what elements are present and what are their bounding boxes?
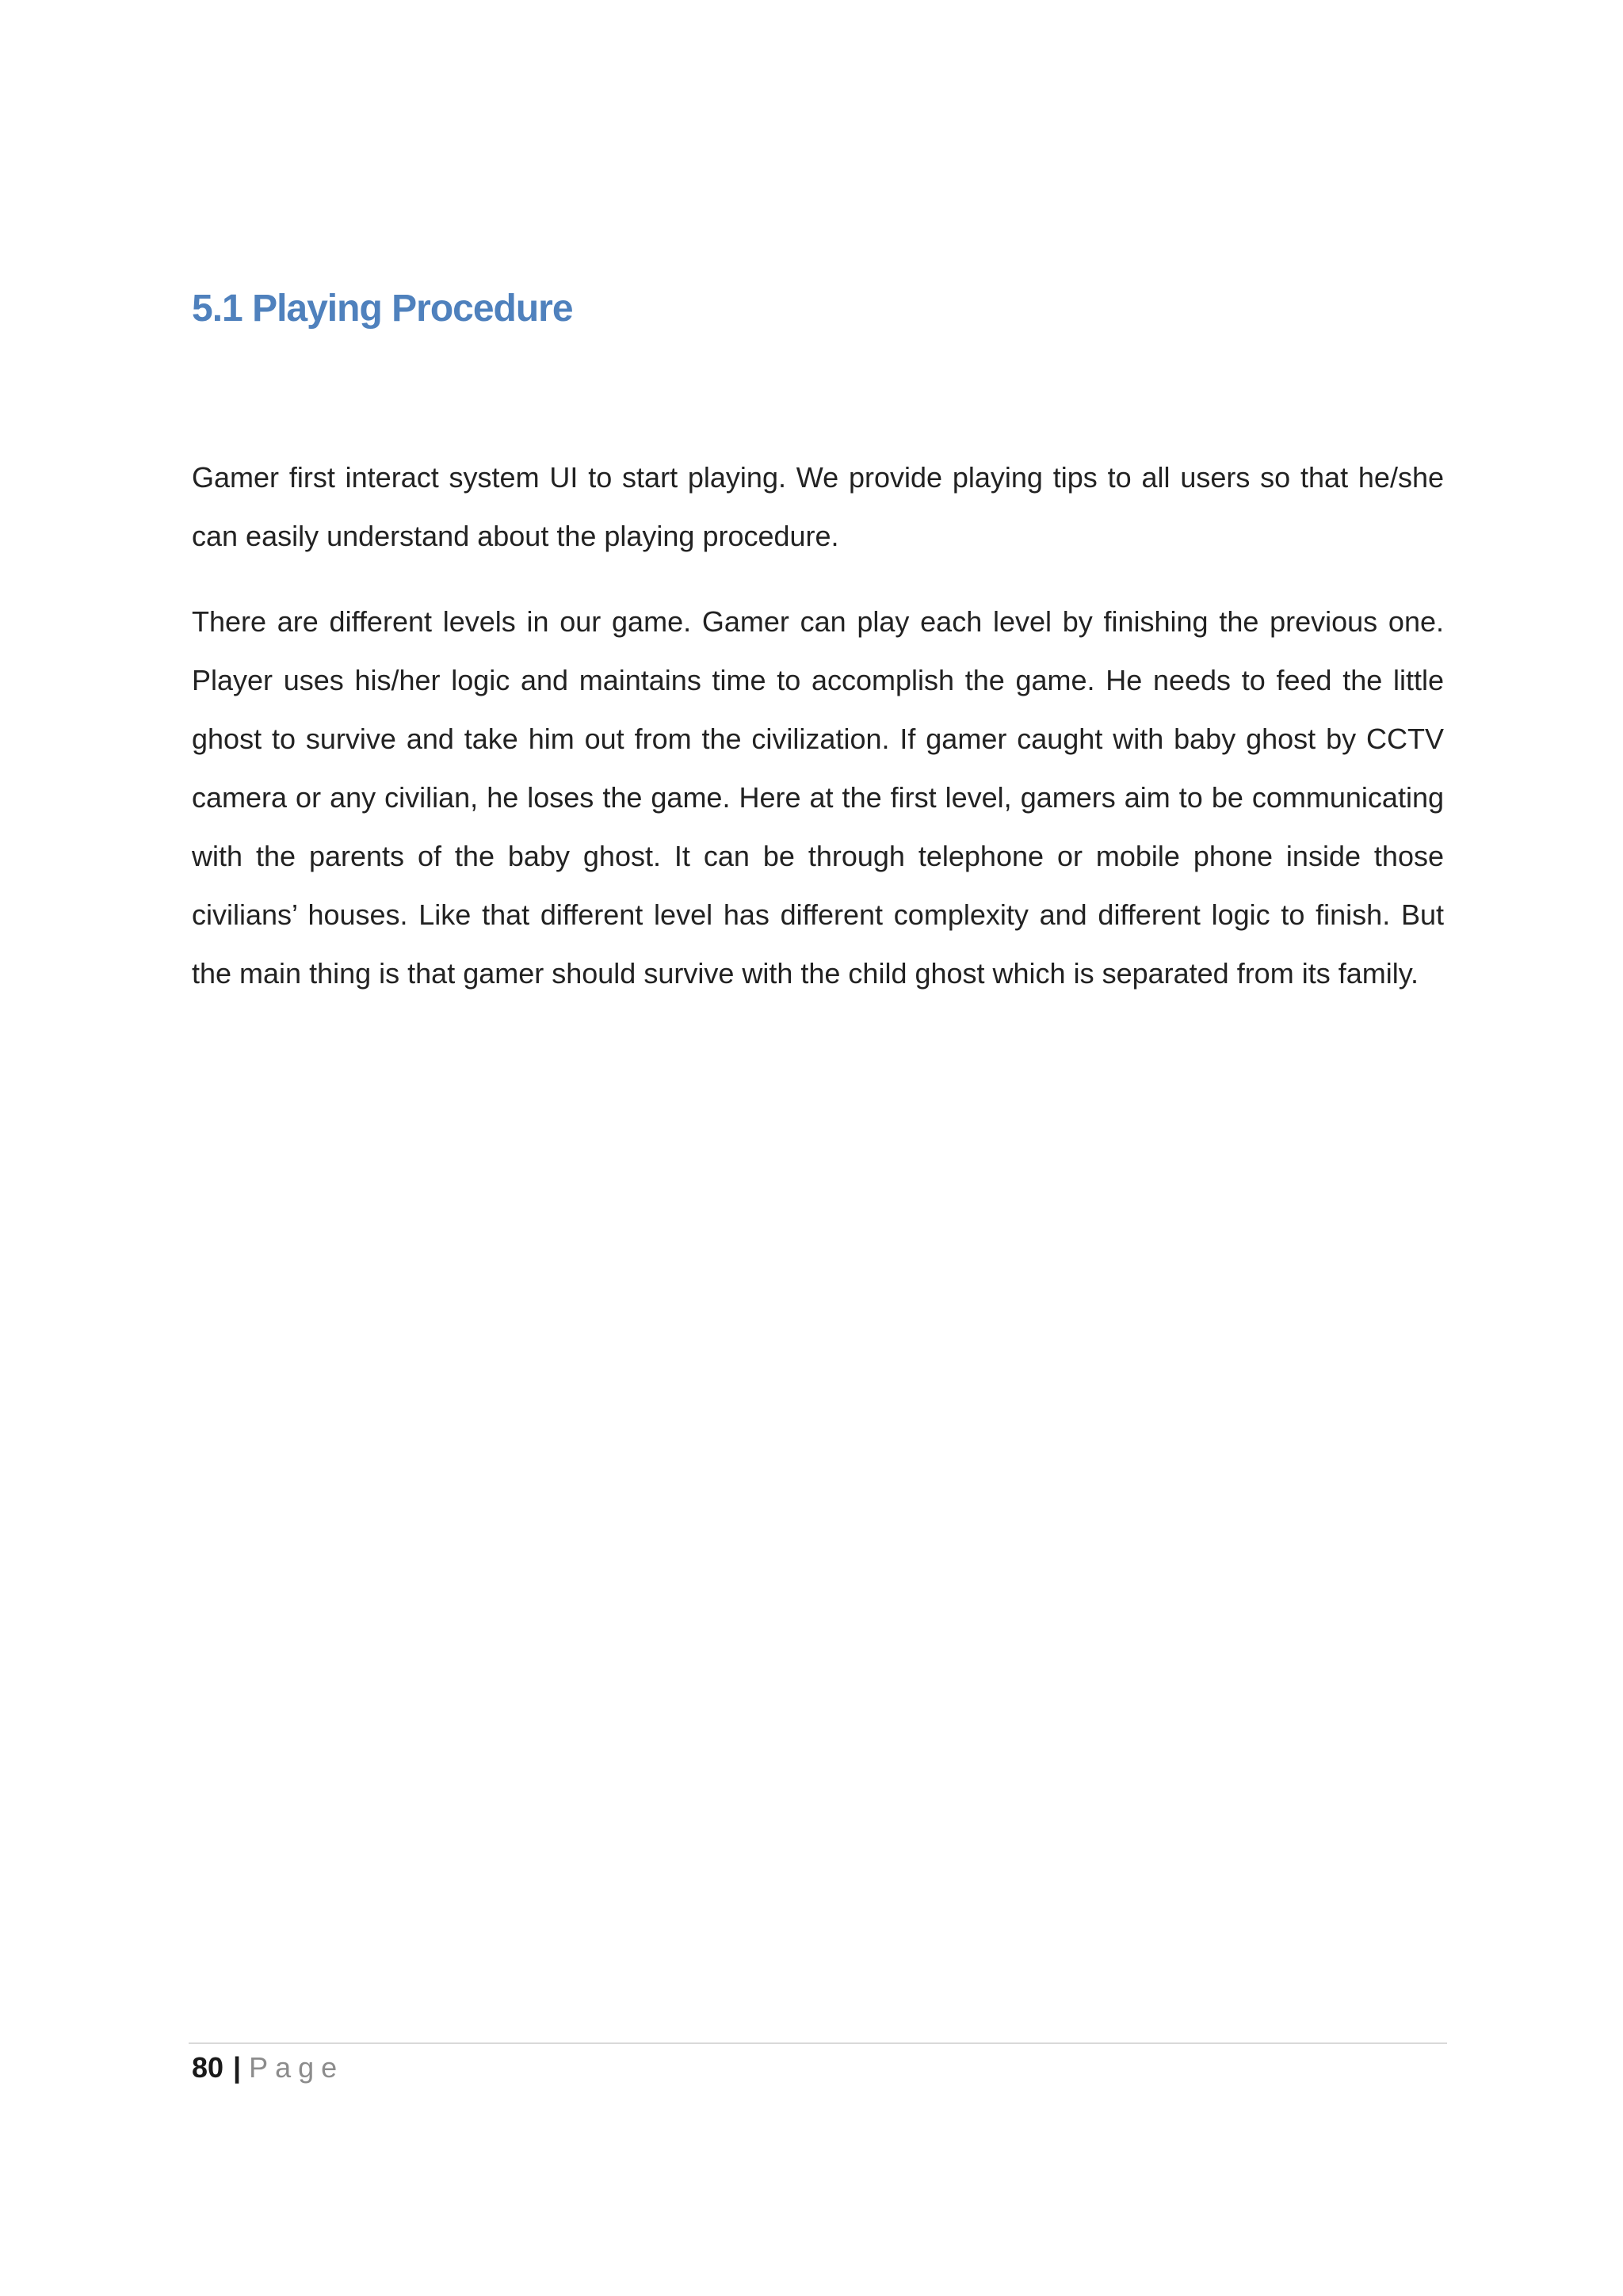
paragraph-levels: There are different levels in our game. Gamer can play each level by finishing the previous one. Player uses his/her logic and maintains time to accomplish the game. He needs to feed the little ghost to survive and take him out from the civilization. If gamer caught with baby ghost by CCTV camera or any civilian, he loses the game. Here at the first level, gamers aim to be communicating with the parents of the baby ghost. It can be through telephone or mobile phone inside those civilians’ houses. Like that different level has different complexity and different logic to finish. But the main thing is that gamer should survive with the child ghost which is separated from its family. — [192, 605, 1444, 990]
page-number: 80 — [192, 2051, 224, 2084]
page-footer — [192, 2047, 344, 2088]
paragraph-intro: Gamer first interact system UI to start playing. We provide playing tips to all users so that he/she can easily understand about the playing procedure. — [192, 461, 1444, 552]
footer-divider — [189, 2042, 1447, 2044]
page-label: Page — [249, 2051, 345, 2084]
section-heading: 5.1 Playing Procedure — [192, 288, 573, 330]
body-text — [192, 448, 1444, 1030]
footer-separator: | — [233, 2051, 242, 2084]
